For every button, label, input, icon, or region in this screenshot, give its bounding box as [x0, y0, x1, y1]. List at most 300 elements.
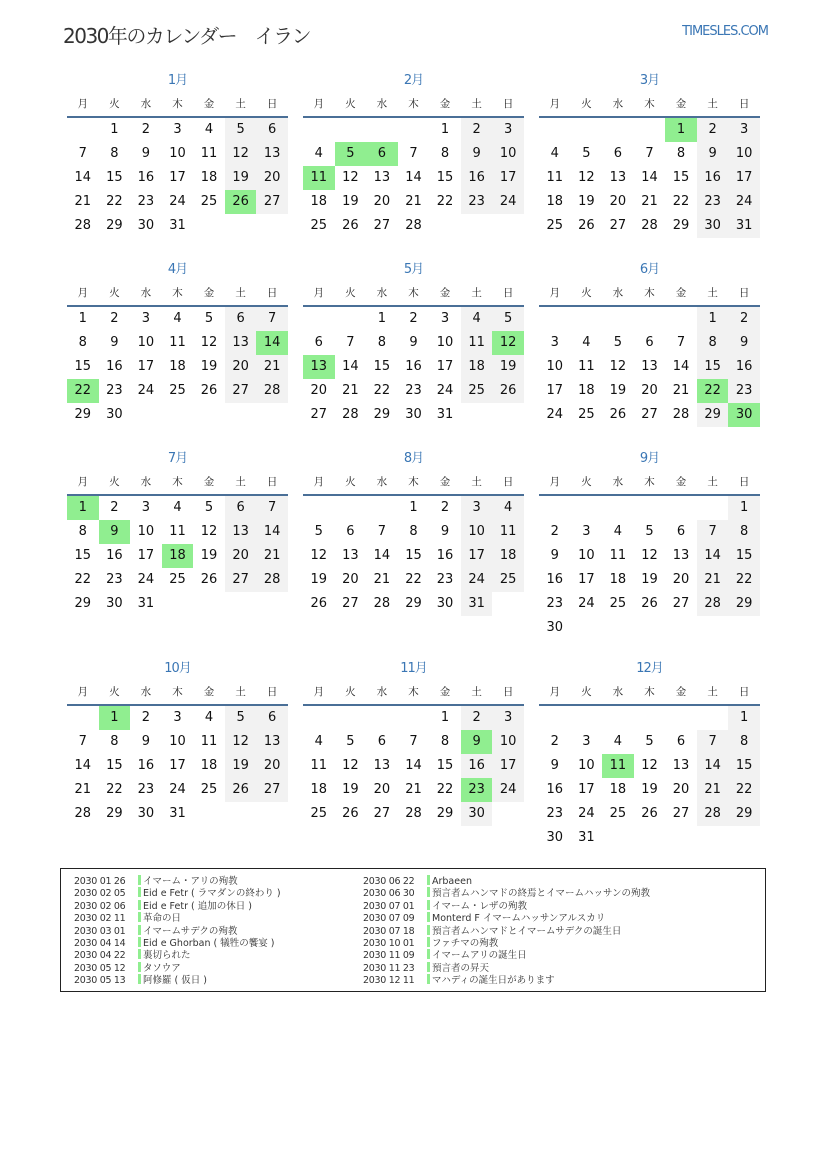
day-cell: 23 — [697, 190, 729, 214]
day-cell: 13 — [672, 758, 690, 773]
holiday-entry — [363, 974, 650, 986]
holiday-entry — [363, 962, 650, 974]
day-cell: 6 — [377, 734, 387, 749]
week-row — [303, 802, 524, 826]
day-cell: 30 — [728, 403, 760, 427]
holiday-name: 預言者ムハンマドとイマームサデクの誕生日 — [432, 925, 622, 937]
day-cell: 30 — [697, 214, 729, 238]
day-cell: 21 — [641, 194, 658, 209]
day-cell: 4 — [582, 335, 591, 350]
empty-cell — [634, 118, 666, 142]
weekday-label: 日 — [266, 686, 278, 698]
weekday-label: 火 — [109, 287, 120, 299]
day-cell: 4 — [492, 496, 524, 520]
weekday-label: 水 — [612, 98, 624, 110]
day-cell: 4 — [314, 734, 323, 749]
week-row — [539, 118, 760, 142]
day-cell: 11 — [578, 359, 595, 374]
day-cell: 18 — [310, 782, 328, 797]
empty-cell — [602, 706, 634, 730]
empty-cell — [492, 592, 524, 616]
weekday-label: 土 — [235, 287, 246, 299]
day-cell: 14 — [697, 754, 729, 778]
day-cell: 7 — [78, 734, 87, 749]
empty-cell — [634, 616, 666, 640]
month-7 — [67, 450, 288, 616]
empty-cell — [697, 826, 729, 850]
week-row — [539, 592, 760, 616]
holiday-name: イマーム・アリの殉教 — [143, 876, 238, 887]
weekday-label: 月 — [313, 476, 325, 488]
day-cell: 13 — [342, 548, 359, 563]
day-cell: 25 — [461, 379, 493, 403]
day-cell: 12 — [310, 548, 328, 563]
holiday-name: 預言者ムハンマドの終焉とイマームハッサンの殉教 — [432, 888, 651, 900]
holiday-name: 革命の日 — [143, 913, 182, 925]
empty-cell — [193, 592, 225, 616]
empty-cell — [539, 496, 571, 520]
empty-cell — [303, 496, 335, 520]
holiday-entry — [363, 887, 650, 899]
holiday-entry — [74, 937, 281, 949]
day-cell: 18 — [546, 194, 564, 209]
day-cell: 5 — [645, 734, 654, 749]
day-cell: 11 — [303, 166, 335, 190]
week-row — [67, 496, 288, 520]
day-cell: 20 — [672, 782, 690, 797]
holiday-marker — [138, 887, 141, 897]
day-cell: 22 — [405, 572, 422, 587]
day-cell: 21 — [256, 544, 288, 568]
day-cell: 14 — [256, 520, 288, 544]
day-cell: 27 — [373, 218, 391, 233]
day-cell: 10 — [169, 734, 186, 749]
week-row — [67, 379, 288, 403]
day-cell: 30 — [436, 596, 454, 611]
day-cell: 22 — [67, 379, 99, 403]
weekday-label: 月 — [77, 476, 89, 488]
weekday-label: 土 — [707, 476, 718, 488]
week-row — [303, 214, 524, 238]
empty-cell — [335, 307, 367, 331]
day-cell: 17 — [137, 359, 155, 374]
week-row — [539, 190, 760, 214]
day-cell: 20 — [225, 355, 257, 379]
day-cell: 11 — [609, 548, 627, 563]
day-cell: 18 — [200, 758, 218, 773]
day-cell: 20 — [225, 544, 257, 568]
day-cell: 24 — [578, 596, 595, 611]
day-cell: 5 — [204, 500, 214, 515]
day-cell: 8 — [409, 524, 418, 539]
day-cell: 25 — [578, 407, 595, 422]
day-cell: 28 — [373, 596, 391, 611]
day-cell: 16 — [137, 170, 155, 185]
day-cell: 2 — [409, 311, 418, 326]
day-cell: 3 — [550, 335, 559, 350]
day-cell: 14 — [74, 170, 92, 185]
empty-cell — [602, 616, 634, 640]
holiday-marker — [138, 875, 141, 885]
day-cell: 28 — [641, 218, 658, 233]
day-cell: 29 — [106, 218, 123, 233]
day-cell: 23 — [461, 190, 493, 214]
day-cell: 25 — [546, 218, 564, 233]
day-cell: 30 — [137, 218, 155, 233]
day-cell: 22 — [74, 572, 92, 587]
holiday-marker — [427, 937, 430, 947]
day-cell: 18 — [609, 782, 627, 797]
day-cell: 22 — [728, 778, 760, 802]
day-cell: 12 — [492, 331, 524, 355]
month-2 — [303, 72, 524, 238]
holiday-name: Monterd F イマームハッサンアルスカリ — [432, 913, 606, 925]
empty-cell — [571, 307, 603, 331]
holiday-list-right — [363, 875, 650, 987]
day-cell: 19 — [492, 355, 524, 379]
weekday-label: 火 — [109, 98, 120, 110]
week-row — [539, 355, 760, 379]
weekday-label: 火 — [345, 287, 356, 299]
day-cell: 20 — [373, 782, 391, 797]
day-cell: 13 — [225, 331, 257, 355]
day-cell: 8 — [78, 335, 87, 350]
weekday-label: 月 — [313, 287, 325, 299]
day-cell: 24 — [436, 383, 454, 398]
day-cell: 19 — [342, 782, 359, 797]
day-cell: 9 — [141, 146, 151, 161]
day-cell: 21 — [342, 383, 359, 398]
day-cell: 10 — [137, 524, 155, 539]
day-cell: 3 — [492, 706, 524, 730]
week-row — [539, 568, 760, 592]
day-cell: 23 — [461, 778, 493, 802]
day-cell: 21 — [697, 778, 729, 802]
day-cell: 27 — [373, 806, 391, 821]
day-cell: 9 — [550, 548, 559, 563]
month-6 — [539, 261, 760, 427]
week-row — [67, 520, 288, 544]
week-row — [303, 778, 524, 802]
empty-cell — [193, 802, 225, 826]
empty-cell — [256, 592, 288, 616]
empty-cell — [492, 403, 524, 427]
day-cell: 23 — [546, 806, 564, 821]
day-cell: 21 — [256, 355, 288, 379]
weekday-label: 日 — [738, 98, 750, 110]
day-cell: 22 — [436, 194, 454, 209]
day-cell: 11 — [546, 170, 564, 185]
day-cell: 9 — [461, 730, 493, 754]
weekday-label: 水 — [376, 98, 388, 110]
weekday-label: 火 — [345, 686, 356, 698]
day-cell: 8 — [440, 146, 450, 161]
holiday-date: 2030 12 11 — [363, 975, 415, 987]
day-cell: 14 — [256, 331, 288, 355]
day-cell: 28 — [697, 802, 729, 826]
day-cell: 20 — [342, 572, 359, 587]
empty-cell — [162, 403, 194, 427]
empty-cell — [225, 214, 257, 238]
week-row — [303, 190, 524, 214]
day-cell: 10 — [461, 520, 493, 544]
month-name: 7月 — [167, 451, 188, 466]
day-cell: 9 — [110, 335, 119, 350]
day-cell: 28 — [405, 806, 422, 821]
day-cell: 5 — [613, 335, 623, 350]
empty-cell — [193, 214, 225, 238]
day-cell: 14 — [697, 544, 729, 568]
day-cell: 14 — [405, 758, 422, 773]
day-cell: 18 — [578, 383, 595, 398]
holiday-date: 2030 04 22 — [74, 950, 126, 962]
weekday-label: 土 — [235, 476, 246, 488]
holiday-date: 2030 07 09 — [363, 913, 415, 925]
day-cell: 28 — [74, 218, 92, 233]
week-row — [67, 403, 288, 427]
day-cell: 6 — [256, 706, 288, 730]
holiday-name: Eid e Fetr ( 追加の休日 ) — [143, 900, 252, 912]
week-row — [303, 307, 524, 331]
holiday-date: 2030 10 01 — [363, 937, 415, 949]
weekday-label: 金 — [675, 476, 687, 488]
day-cell: 16 — [546, 782, 564, 797]
day-cell: 19 — [609, 383, 627, 398]
day-cell: 13 — [373, 758, 391, 773]
day-cell: 5 — [645, 524, 654, 539]
weekday-label: 木 — [172, 686, 183, 698]
day-cell: 7 — [697, 520, 729, 544]
week-row — [539, 331, 760, 355]
day-cell: 16 — [436, 548, 454, 563]
month-12 — [539, 660, 760, 850]
day-cell: 6 — [366, 142, 398, 166]
day-cell: 17 — [169, 170, 186, 185]
day-cell: 27 — [225, 568, 257, 592]
day-cell: 15 — [74, 359, 92, 374]
month-name: 2月 — [403, 73, 424, 88]
day-cell: 17 — [169, 758, 186, 773]
day-cell: 21 — [405, 782, 422, 797]
day-cell: 13 — [256, 730, 288, 754]
weekday-label: 水 — [140, 287, 152, 299]
day-cell: 26 — [342, 218, 359, 233]
day-cell: 28 — [256, 568, 288, 592]
day-cell: 1 — [440, 710, 450, 725]
day-cell: 7 — [256, 496, 288, 520]
week-row — [539, 142, 760, 166]
day-cell: 14 — [74, 758, 92, 773]
week-row — [67, 142, 288, 166]
holiday-name: 預言者の昇天 — [432, 962, 490, 974]
empty-cell — [492, 802, 524, 826]
day-cell: 7 — [256, 307, 288, 331]
day-cell: 24 — [137, 383, 155, 398]
day-cell: 27 — [342, 596, 359, 611]
weekday-label: 土 — [707, 287, 718, 299]
day-cell: 26 — [200, 572, 218, 587]
day-cell: 3 — [440, 311, 450, 326]
day-cell: 9 — [697, 142, 729, 166]
holiday-name: ファチマの殉教 — [432, 937, 499, 949]
day-cell: 10 — [492, 730, 524, 754]
day-cell: 17 — [492, 166, 524, 190]
holiday-marker — [427, 887, 430, 897]
day-cell: 1 — [697, 307, 729, 331]
day-cell: 15 — [672, 170, 690, 185]
day-cell: 4 — [204, 122, 214, 137]
weekday-label: 月 — [549, 686, 561, 698]
holiday-entry — [74, 875, 281, 887]
weekday-label: 土 — [707, 686, 718, 698]
weekday-label: 土 — [471, 686, 482, 698]
holiday-entry — [74, 900, 281, 912]
empty-cell — [461, 403, 493, 427]
empty-cell — [303, 706, 335, 730]
page-title: 2030年のカレンダー イラン — [63, 24, 311, 48]
holiday-entry — [363, 900, 650, 912]
month-10 — [67, 660, 288, 826]
brand-logo[interactable]: TIMESLES.COM — [682, 24, 768, 39]
day-cell: 28 — [256, 379, 288, 403]
day-cell: 4 — [461, 307, 493, 331]
empty-cell — [697, 496, 729, 520]
day-cell: 29 — [697, 403, 729, 427]
weekday-header — [539, 682, 760, 706]
week-row — [539, 307, 760, 331]
holiday-entry — [74, 925, 281, 937]
day-cell: 27 — [609, 218, 627, 233]
empty-cell — [366, 496, 398, 520]
holiday-marker — [427, 962, 430, 972]
day-cell: 20 — [310, 383, 328, 398]
day-cell: 27 — [672, 596, 690, 611]
day-cell: 17 — [436, 359, 454, 374]
week-row — [67, 754, 288, 778]
holiday-marker — [138, 900, 141, 910]
week-row — [303, 754, 524, 778]
holiday-name: Eid e Ghorban ( 犠牲の饗宴 ) — [143, 937, 275, 949]
weekday-label: 木 — [408, 98, 419, 110]
day-cell: 31 — [169, 806, 186, 821]
holiday-name: Arbaeen — [432, 876, 472, 887]
day-cell: 15 — [373, 359, 391, 374]
day-cell: 11 — [602, 754, 634, 778]
weekday-header — [539, 472, 760, 496]
holiday-entry — [74, 912, 281, 924]
week-row — [539, 616, 760, 640]
month-5 — [303, 261, 524, 427]
empty-cell — [398, 118, 430, 142]
holiday-date: 2030 06 22 — [363, 876, 415, 887]
day-cell: 25 — [310, 218, 328, 233]
day-cell: 15 — [728, 544, 760, 568]
day-cell: 10 — [546, 359, 564, 374]
day-cell: 21 — [405, 194, 422, 209]
empty-cell — [665, 826, 697, 850]
holiday-marker — [138, 974, 141, 984]
weekday-label: 木 — [408, 476, 419, 488]
day-cell: 17 — [728, 166, 760, 190]
day-cell: 28 — [672, 407, 690, 422]
weekday-label: 月 — [549, 98, 561, 110]
weekday-label: 木 — [172, 287, 183, 299]
weekday-label: 金 — [675, 98, 687, 110]
day-cell: 16 — [728, 355, 760, 379]
day-cell: 15 — [728, 754, 760, 778]
day-cell: 31 — [578, 830, 595, 845]
day-cell: 8 — [676, 146, 686, 161]
day-cell: 25 — [609, 806, 627, 821]
holiday-marker — [427, 875, 430, 885]
empty-cell — [225, 592, 257, 616]
day-cell: 24 — [169, 194, 186, 209]
day-cell: 31 — [436, 407, 454, 422]
day-cell: 18 — [492, 544, 524, 568]
day-cell: 6 — [225, 307, 257, 331]
week-row — [67, 190, 288, 214]
holiday-marker — [138, 937, 141, 947]
week-row — [539, 730, 760, 754]
week-row — [303, 142, 524, 166]
day-cell: 16 — [106, 359, 123, 374]
day-cell: 12 — [342, 758, 359, 773]
day-cell: 27 — [256, 190, 288, 214]
day-cell: 21 — [697, 568, 729, 592]
day-cell: 2 — [550, 524, 559, 539]
day-cell: 12 — [225, 142, 257, 166]
empty-cell — [602, 496, 634, 520]
empty-cell — [665, 616, 697, 640]
week-row — [67, 355, 288, 379]
day-cell: 27 — [672, 806, 690, 821]
holiday-date: 2030 03 01 — [74, 925, 126, 937]
day-cell: 29 — [106, 806, 123, 821]
day-cell: 9 — [99, 520, 131, 544]
day-cell: 17 — [578, 572, 595, 587]
weekday-label: 火 — [581, 686, 592, 698]
day-cell: 20 — [373, 194, 391, 209]
day-cell: 8 — [110, 146, 119, 161]
empty-cell — [665, 706, 697, 730]
day-cell: 20 — [256, 166, 288, 190]
empty-cell — [130, 403, 162, 427]
day-cell: 21 — [74, 782, 92, 797]
weekday-label: 水 — [612, 287, 624, 299]
holiday-date: 2030 07 18 — [363, 925, 415, 937]
day-cell: 21 — [373, 572, 391, 587]
day-cell: 10 — [436, 335, 454, 350]
empty-cell — [539, 118, 571, 142]
empty-cell — [398, 706, 430, 730]
day-cell: 24 — [492, 190, 524, 214]
day-cell: 5 — [225, 706, 257, 730]
holiday-name: Eid e Fetr ( ラマダンの終わり ) — [143, 888, 281, 900]
day-cell: 19 — [578, 194, 595, 209]
day-cell: 16 — [405, 359, 422, 374]
empty-cell — [602, 826, 634, 850]
holiday-entry — [363, 937, 650, 949]
day-cell: 28 — [74, 806, 92, 821]
day-cell: 29 — [728, 802, 760, 826]
day-cell: 24 — [137, 572, 155, 587]
empty-cell — [665, 307, 697, 331]
weekday-label: 日 — [502, 686, 514, 698]
day-cell: 14 — [342, 359, 359, 374]
weekday-label: 土 — [235, 686, 246, 698]
day-cell: 1 — [110, 122, 119, 137]
empty-cell — [461, 214, 493, 238]
